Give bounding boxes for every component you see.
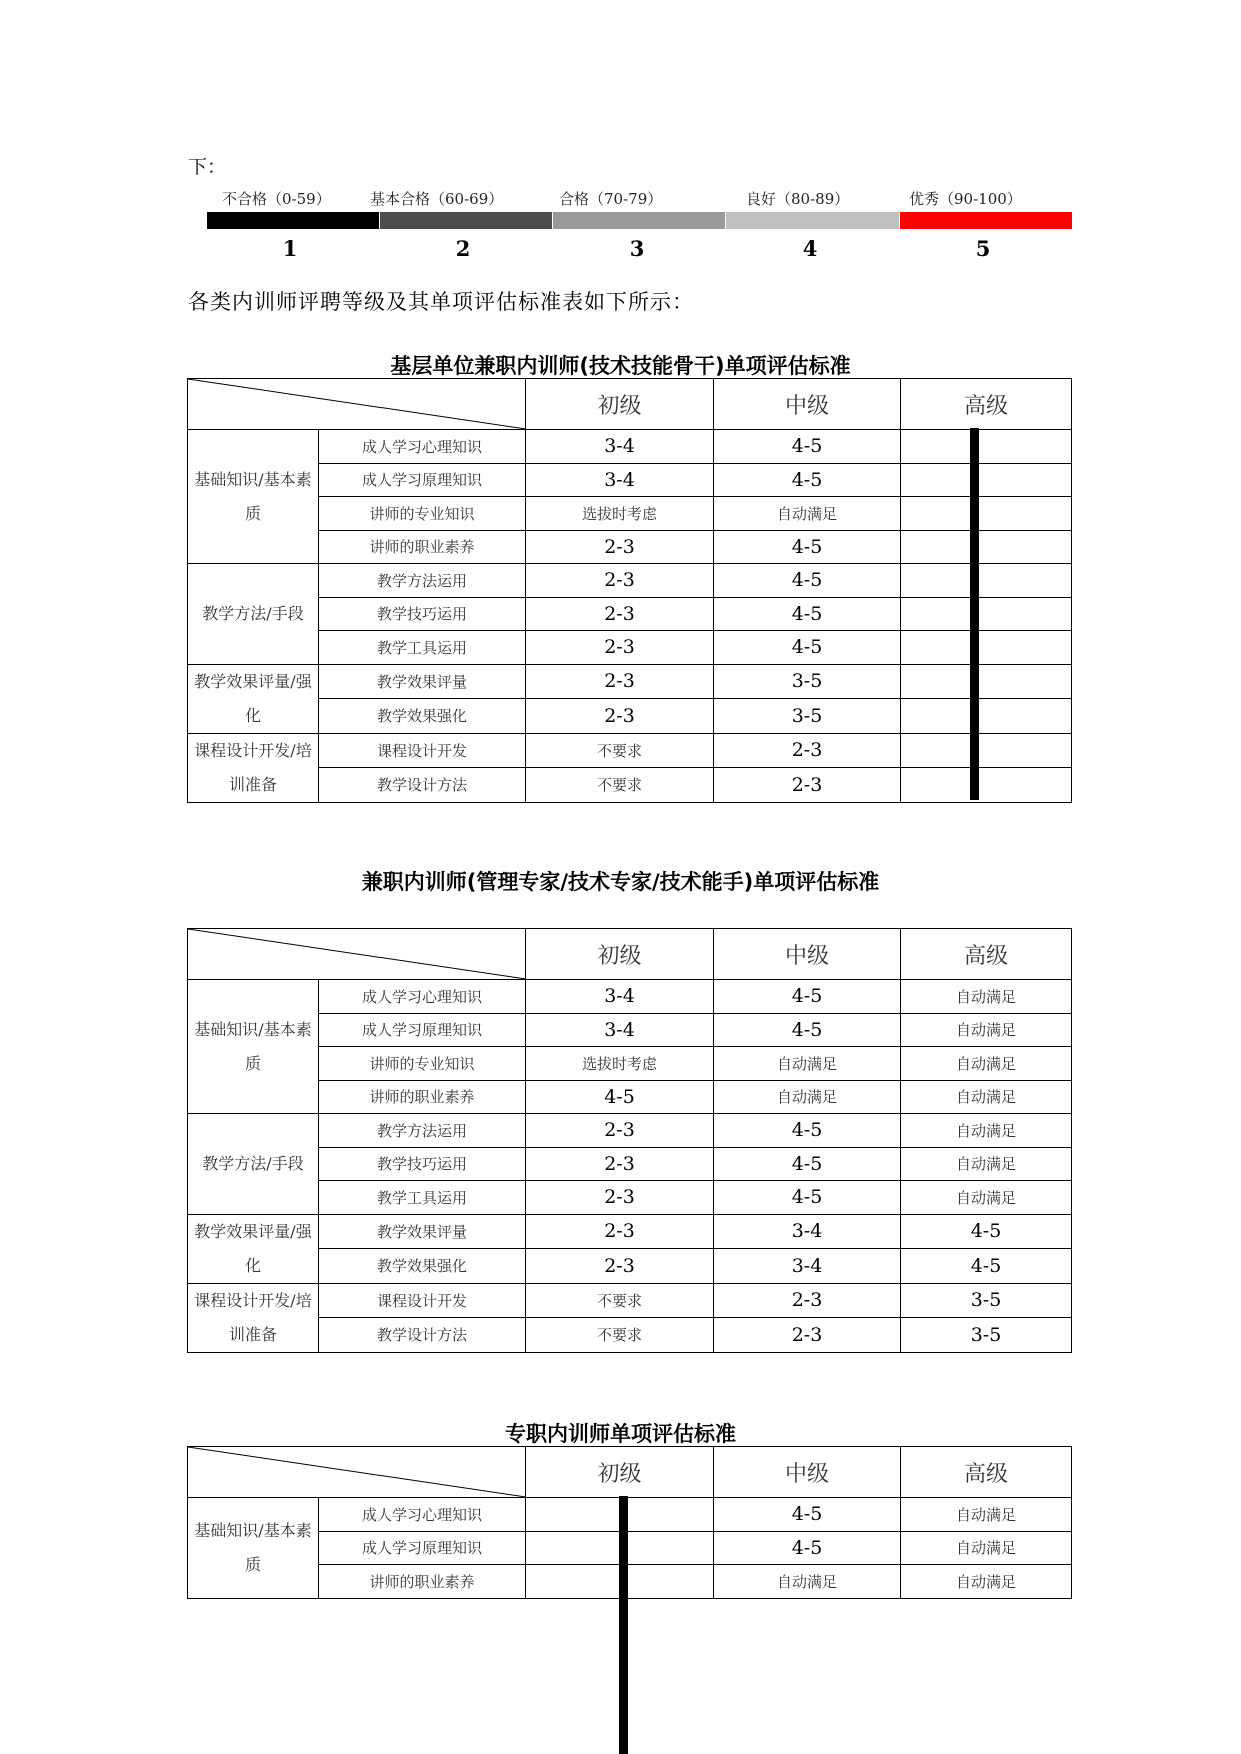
junior-cell: 2-3 <box>526 1214 714 1249</box>
header-senior: 高级 <box>901 379 1072 430</box>
item-cell: 教学设计方法 <box>319 1318 526 1353</box>
scale-number-5: 5 <box>975 236 991 261</box>
junior-cell: 选拔时考虑 <box>526 1047 714 1081</box>
table-3-title: 专职内训师单项评估标准 <box>505 1422 736 1446</box>
table-row <box>188 1283 1072 1318</box>
junior-cell: 3-4 <box>526 980 714 1014</box>
table-row <box>188 980 1072 1014</box>
senior-cell <box>901 699 1072 734</box>
middle-cell: 4-5 <box>714 597 901 631</box>
intro-text: 下： <box>188 156 227 178</box>
header-middle: 中级 <box>714 929 901 980</box>
header-middle: 中级 <box>714 379 901 430</box>
junior-cell: 2-3 <box>526 664 714 699</box>
middle-cell: 4-5 <box>714 530 901 564</box>
table-row <box>188 1498 1072 1532</box>
senior-cell: 自动满足 <box>901 1114 1072 1148</box>
table-row <box>188 1249 1072 1284</box>
junior-cell: 不要求 <box>526 1318 714 1353</box>
senior-cell <box>901 768 1072 803</box>
item-cell: 教学技巧运用 <box>319 1147 526 1181</box>
middle-cell: 4-5 <box>714 1181 901 1215</box>
middle-cell: 4-5 <box>714 1498 901 1532</box>
junior-cell: 2-3 <box>526 699 714 734</box>
senior-cell: 自动满足 <box>901 1498 1072 1532</box>
senior-cell: 4-5 <box>901 1249 1072 1284</box>
scale-label-4: 良好（80-89） <box>746 190 850 208</box>
senior-cell: 自动满足 <box>901 1080 1072 1114</box>
item-cell: 成人学习原理知识 <box>319 463 526 497</box>
standards-table-2 <box>187 928 1072 1353</box>
standards-table-3 <box>187 1446 1072 1599</box>
scale-number-1: 1 <box>282 236 298 261</box>
table-row <box>188 497 1072 531</box>
senior-cell <box>901 597 1072 631</box>
middle-cell: 2-3 <box>714 1318 901 1353</box>
item-cell: 讲师的专业知识 <box>319 497 526 531</box>
diagonal-header-cell <box>188 1447 526 1498</box>
senior-cell <box>901 733 1072 768</box>
senior-cell: 自动满足 <box>901 1565 1072 1599</box>
middle-cell: 3-5 <box>714 699 901 734</box>
table-row <box>188 1147 1072 1181</box>
middle-cell: 3-4 <box>714 1214 901 1249</box>
junior-cell: 2-3 <box>526 631 714 665</box>
item-cell: 教学方法运用 <box>319 564 526 598</box>
table-row <box>188 1181 1072 1215</box>
middle-cell: 2-3 <box>714 733 901 768</box>
scale-segment-5 <box>900 212 1072 229</box>
diagonal-line <box>188 929 526 979</box>
senior-cell: 自动满足 <box>901 1181 1072 1215</box>
senior-cell: 自动满足 <box>901 1147 1072 1181</box>
table-row <box>188 1114 1072 1148</box>
junior-cell: 选拔时考虑 <box>526 497 714 531</box>
junior-cell: 不要求 <box>526 768 714 803</box>
category-cell: 教学方法/手段 <box>188 1114 319 1215</box>
category-cell: 基础知识/基本素质 <box>188 980 319 1114</box>
scale-segment-2 <box>380 212 552 229</box>
senior-cell <box>901 564 1072 598</box>
item-cell: 成人学习心理知识 <box>319 1498 526 1532</box>
table-row <box>188 430 1072 464</box>
table-row <box>188 1047 1072 1081</box>
scale-label-3: 合格（70-79） <box>559 190 663 208</box>
item-cell: 教学工具运用 <box>319 1181 526 1215</box>
middle-cell: 4-5 <box>714 463 901 497</box>
table-row <box>188 631 1072 665</box>
scale-segment-4 <box>726 212 899 229</box>
header-middle: 中级 <box>714 1447 901 1498</box>
middle-cell: 4-5 <box>714 1147 901 1181</box>
senior-cell <box>901 430 1072 464</box>
senior-cell: 自动满足 <box>901 980 1072 1014</box>
senior-cell <box>901 631 1072 665</box>
item-cell: 教学技巧运用 <box>319 597 526 631</box>
junior-cell: 不要求 <box>526 733 714 768</box>
table-row <box>188 463 1072 497</box>
description-paragraph: 各类内训师评聘等级及其单项评估标准表如下所示： <box>188 290 694 314</box>
header-senior: 高级 <box>901 1447 1072 1498</box>
junior-cell: 4-5 <box>526 1080 714 1114</box>
table-row <box>188 1080 1072 1114</box>
header-junior: 初级 <box>526 929 714 980</box>
senior-cell: 自动满足 <box>901 1531 1072 1565</box>
middle-cell: 4-5 <box>714 980 901 1014</box>
item-cell: 成人学习原理知识 <box>319 1531 526 1565</box>
senior-cell <box>901 463 1072 497</box>
junior-cell: 3-4 <box>526 430 714 464</box>
diagonal-header-cell <box>188 929 526 980</box>
scale-segment-1 <box>207 212 379 229</box>
table-row <box>188 1565 1072 1599</box>
diagonal-header-cell <box>188 379 526 430</box>
category-cell: 教学效果评量/强化 <box>188 664 319 733</box>
item-cell: 教学方法运用 <box>319 1114 526 1148</box>
item-cell: 成人学习心理知识 <box>319 980 526 1014</box>
senior-cell <box>901 530 1072 564</box>
item-cell: 讲师的职业素养 <box>319 1565 526 1599</box>
junior-cell: 2-3 <box>526 1181 714 1215</box>
senior-cell <box>901 497 1072 531</box>
senior-cell: 3-5 <box>901 1318 1072 1353</box>
middle-cell: 4-5 <box>714 430 901 464</box>
junior-cell: 3-4 <box>526 463 714 497</box>
vertical-bar-marker <box>970 428 979 800</box>
table-row <box>188 1214 1072 1249</box>
item-cell: 教学效果评量 <box>319 664 526 699</box>
junior-cell: 2-3 <box>526 597 714 631</box>
item-cell: 讲师的专业知识 <box>319 1047 526 1081</box>
item-cell: 课程设计开发 <box>319 1283 526 1318</box>
table-row <box>188 699 1072 734</box>
scale-number-4: 4 <box>802 236 818 261</box>
senior-cell: 4-5 <box>901 1214 1072 1249</box>
middle-cell: 4-5 <box>714 1531 901 1565</box>
category-cell: 基础知识/基本素质 <box>188 1498 319 1599</box>
header-junior: 初级 <box>526 379 714 430</box>
middle-cell: 3-5 <box>714 664 901 699</box>
junior-cell: 3-4 <box>526 1013 714 1047</box>
scale-label-2: 基本合格（60-69） <box>370 190 504 208</box>
item-cell: 讲师的职业素养 <box>319 530 526 564</box>
junior-cell: 2-3 <box>526 530 714 564</box>
table-row <box>188 564 1072 598</box>
scale-segment-3 <box>553 212 725 229</box>
junior-cell: 2-3 <box>526 1249 714 1284</box>
category-cell: 课程设计开发/培训准备 <box>188 733 319 802</box>
senior-cell: 自动满足 <box>901 1047 1072 1081</box>
table-row <box>188 1531 1072 1565</box>
item-cell: 教学工具运用 <box>319 631 526 665</box>
item-cell: 教学效果强化 <box>319 699 526 734</box>
middle-cell: 3-4 <box>714 1249 901 1284</box>
header-senior: 高级 <box>901 929 1072 980</box>
middle-cell: 2-3 <box>714 1283 901 1318</box>
scale-number-2: 2 <box>455 236 471 261</box>
scale-number-3: 3 <box>629 236 645 261</box>
senior-cell: 自动满足 <box>901 1013 1072 1047</box>
header-junior: 初级 <box>526 1447 714 1498</box>
middle-cell: 4-5 <box>714 564 901 598</box>
senior-cell <box>901 664 1072 699</box>
diagonal-line <box>188 1447 526 1497</box>
vertical-bar-marker <box>619 1496 628 1754</box>
junior-cell: 2-3 <box>526 1147 714 1181</box>
category-cell: 课程设计开发/培训准备 <box>188 1283 319 1352</box>
table-row <box>188 1318 1072 1353</box>
middle-cell: 4-5 <box>714 1114 901 1148</box>
senior-cell: 3-5 <box>901 1283 1072 1318</box>
item-cell: 成人学习心理知识 <box>319 430 526 464</box>
diagonal-line <box>188 379 526 429</box>
middle-cell: 自动满足 <box>714 1080 901 1114</box>
table-1-title: 基层单位兼职内训师(技术技能骨干)单项评估标准 <box>390 354 851 378</box>
table-row <box>188 597 1072 631</box>
category-cell: 教学方法/手段 <box>188 564 319 665</box>
table-row <box>188 733 1072 768</box>
item-cell: 教学效果强化 <box>319 1249 526 1284</box>
standards-table-1 <box>187 378 1072 803</box>
table-2-title: 兼职内训师(管理专家/技术专家/技术能手)单项评估标准 <box>361 870 880 894</box>
middle-cell: 4-5 <box>714 1013 901 1047</box>
middle-cell: 2-3 <box>714 768 901 803</box>
table-row <box>188 530 1072 564</box>
table-row <box>188 768 1072 803</box>
scale-label-5: 优秀（90-100） <box>909 190 1022 208</box>
junior-cell: 不要求 <box>526 1283 714 1318</box>
middle-cell: 自动满足 <box>714 1047 901 1081</box>
category-cell: 基础知识/基本素质 <box>188 430 319 564</box>
junior-cell: 2-3 <box>526 1114 714 1148</box>
item-cell: 课程设计开发 <box>319 733 526 768</box>
item-cell: 教学效果评量 <box>319 1214 526 1249</box>
table-row <box>188 664 1072 699</box>
middle-cell: 4-5 <box>714 631 901 665</box>
junior-cell: 2-3 <box>526 564 714 598</box>
category-cell: 教学效果评量/强化 <box>188 1214 319 1283</box>
item-cell: 成人学习原理知识 <box>319 1013 526 1047</box>
middle-cell: 自动满足 <box>714 497 901 531</box>
middle-cell: 自动满足 <box>714 1565 901 1599</box>
scale-label-1: 不合格（0-59） <box>222 190 331 208</box>
table-row <box>188 1013 1072 1047</box>
item-cell: 教学设计方法 <box>319 768 526 803</box>
item-cell: 讲师的职业素养 <box>319 1080 526 1114</box>
